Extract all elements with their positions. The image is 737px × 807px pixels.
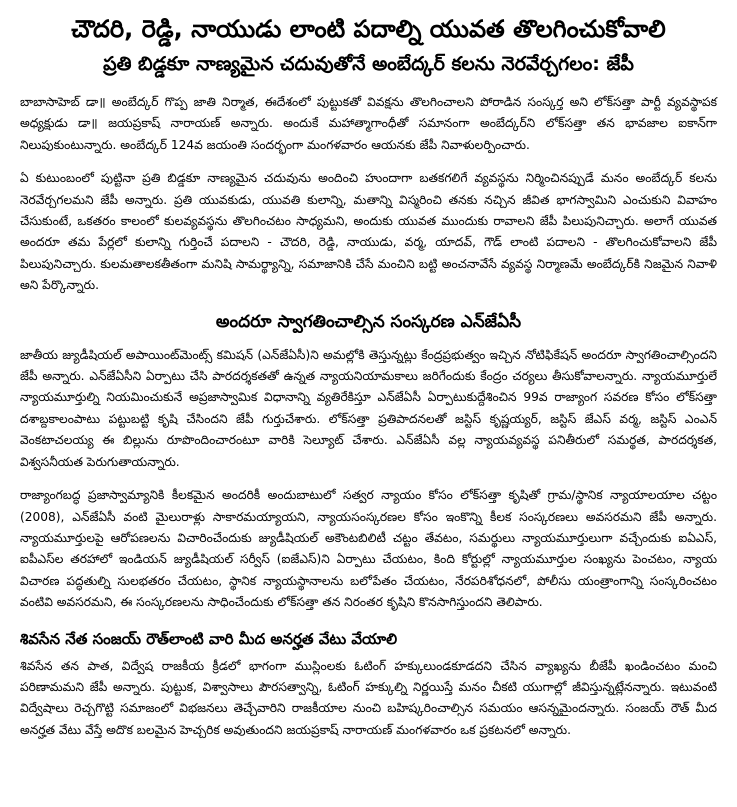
shivsena-paragraph: శివసేన తన పాత, విద్వేష రాజకీయ క్రీడలో భాగంగా ముస్లింలకు ఓటింగ్ హక్కులుండకూడదని చేసిన వ్యాఖ్యను బీజేపీ ఖండించటం మంచి పరిణామమని జేపీ అన్నారు. పుట్టుక, విశ్వాసాలు పౌరసత్వాన్ని, ఓటింగ్ హక్కుల్ని నిర్ణయిస్తే మనం చీకటి యుగాల్లో జీవిస్తున్నట్లేనన్నారు. ఇటువంటి విద్వేషాలు రెచ్చగొట్టి సమాజంలో విభజనలు తెచ్చేవారిని రాజకీయాల నుంచి బహిష్కరించాల్సిన సమయం ఆసన్నమైందన్నారు. సంజయ్ రౌత్ మీద అనర్హత వేటు వేస్తే అదొక బలమైన హెచ్చరిక అవుతుందని జయప్రకాష్ నారాయణ్ మంగళవారం ఒక ప్రకటనలో అన్నారు.: [20, 658, 717, 737]
judicial-reforms-paragraph: రాజ్యాంగబద్ధ ప్రజాస్వామ్యానికి కీలకమైన అందరికీ అందుబాటులో సత్వర న్యాయం కోసం లోక్‌సత్తా కృషితో గ్రామ/స్థానిక న్యాయాలయాల చట్టం (2008), ఎన్‌జేఏసీ వంటి మైలురాళ్లు సాకారమయ్యాయని, న్యాయసంస్కరణల కోసం ఇంకొన్ని కీలక సంస్కరణలు అవసరమని జేపీ అన్నారు. న్యాయమూర్తులపై ఆరోపణలను విచారించేందుకు జ్యుడీషియల్ అకౌంటబిలిటీ చట్టం తేవటం, సమర్థులు న్యాయమూర్తులుగా వచ్చేందుకు ఐఏఎస్, ఐపీఎస్‌ల తరహాలో ఇండియన్ జ్యుడీషియల్ సర్వీస్ (ఐజేఎస్)ని ఏర్పాటు చేయటం, కింది కోర్టుల్లో న్యాయమూర్తుల సంఖ్యను పెంచటం, న్యాయ విచారణ పద్ధతుల్ని సులభతరం చేయటం, స్థానిక న్యాయస్థానాలను బలోపేతం చేయటం, నేరపరిశోధనలో, పోలీసు యంత్రాంగాన్ని సంస్కరించటం వంటివి అవసరమని, ఈ సంస్కరణలను సాధించేందుకు లోక్‌సత్తా తన నిరంతర కృషిని కొనసాగిస్తుందని తెలిపారు.: [20, 488, 717, 610]
page-subtitle: ప్రతి బిడ్డకూ నాణ్యమైన చదువుతోనే అంబేద్కర్ కలను నెరవేర్చగలం: జేపీ: [103, 53, 634, 75]
caste-paragraph: ఏ కుటుంబంలో పుట్టినా ప్రతి బిడ్డకూ నాణ్యమైన చదువును అందించి హుందాగా బతకగలిగే వ్యవస్థను నిర్మించినప్పుడే మనం అంబేద్కర్ కలను నెరవేర్చగలమని జేపీ అన్నారు. ప్రతి యువకుడు, యువతి కులాన్ని, మతాన్ని విస్మరించి తనకు నచ్చిన జీవిత భాగస్వామిని ఎంచుకుని వివాహం చేసుకుంటే, ఒకతరం కాలంలో కులవ్యవస్థను తొలగించటం సాధ్యమని, అందుకు యువత ముందుకు రావాలని జేపీ పిలుపునిచ్చారు. అలాగే యువత అందరూ తమ పేర్లలో కులాన్ని గుర్తించే పదాలని - చౌదరి, రెడ్డి, నాయుడు, వర్మ, యాదవ్, గౌడ్ లాంటి పదాలని - తొలగించుకోవాలని జేపీ పిలుపునిచ్చారు. కులమతాలకతీతంగా మనిషి సామర్థ్యాన్ని, సమాజానికి చేసే మంచిని బట్టి అంచనావేసే వ్యవస్థ నిర్మాణమే అంబేద్కర్‌కి నిజమైన నివాళి అని పేర్కొన్నారు.: [20, 171, 717, 293]
section-heading-shivsena: శివసేన నేత సంజయ్ రౌత్‌లాంటి వారి మీద అనర్హత వేటు వేయాలి: [20, 629, 398, 648]
page-title: చౌదరి, రెడ్డి, నాయుడు లాంటి పదాల్ని యువత తొలగించుకోవాలి: [71, 15, 666, 43]
intro-paragraph: బాబాసాహెబ్ డా॥ అంబేద్కర్ గొప్ప జాతి నిర్మాత, ఈదేశంలో పుట్టుకతో వివక్షను తొలగించాలని పోరాడిన సంస్కర్త అని లోక్‌సత్తా పార్టీ వ్యవస్థాపక అధ్యక్షుడు డా॥ జయప్రకాష్ నారాయణ్ అన్నారు. అందుకే మహాత్మాగాంధీతో సమానంగా అంబేద్కర్‌ని లోక్‌సత్తా తన భావజాల ఐకాన్‌గా నిలుపుకుంటున్నారు. అంబేద్కర్ 124వ జయంతి సందర్భంగా మంగళవారం ఆయనకు జేపీ నివాళులర్పించారు.: [20, 95, 717, 152]
njac-paragraph: జాతీయ జ్యుడీషియల్ అపాయింట్‌మెంట్స్ కమిషన్ (ఎన్‌జేఏసీ)ని అమల్లోకి తెస్తున్నట్లు కేంద్రప్రభుత్వం ఇచ్చిన నోటిఫికేషన్ అందరూ స్వాగతించాల్సిందని జేపీ అన్నారు. ఎన్‌జేఏసీని ఏర్పాటు చేసి పారదర్శకతతో ఉన్నత న్యాయనియామకాలు జరిగేందుకు కేంద్రం చర్యలు తీసుకోవాలన్నారు. న్యాయమూర్తులే న్యాయమూర్తుల్ని నియమించుకునే అప్రజాస్వామిక విధానాన్ని వ్యతిరేకిస్తూ ఎన్‌జేఏసీ ఏర్పాటుకుద్దేశించిన 99వ రాజ్యాంగ సవరణ కోసం లోక్‌సత్తా దశాబ్దకాలంపాటు పట్టుబట్టి కృషి చేసిందని జేపీ గుర్తుచేశారు. లోక్‌సత్తా ప్రతిపాదనలతో జస్టిస్ కృష్ణయ్యర్, జస్టిస్ జేఎస్ వర్మ, జస్టిస్ ఎంఎన్ వెంకటాచలయ్య ఈ బిల్లును రూపొందించారంటూ వారికి సెల్యూట్ చేశారు. ఎన్‌జేఏసీ వల్ల న్యాయవ్యవస్థ పనితీరులో సమర్థత, పారదర్శకత, విశ్వసనీయత పెరుగుతాయన్నారు.: [20, 347, 717, 469]
section-heading-njac: అందరూ స్వాగతించాల్సిన సంస్కరణ ఎన్‌జేఏసీ: [215, 311, 522, 332]
